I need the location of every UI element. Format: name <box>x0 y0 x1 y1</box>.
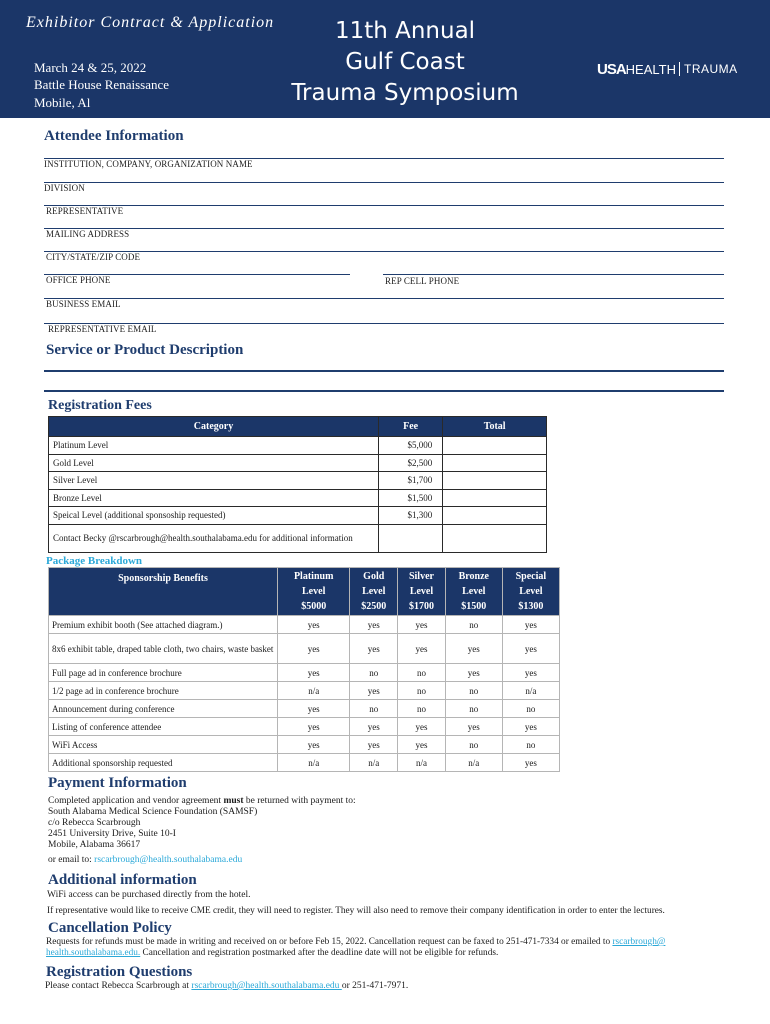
package-value: yes <box>445 718 502 736</box>
fee-category: Bronze Level <box>49 489 379 507</box>
attendee-heading: Attendee Information <box>44 128 184 144</box>
col-sponsorship-benefits: Sponsorship Benefits <box>49 568 278 616</box>
event-venue: Battle House Renaissance <box>34 77 170 92</box>
cancellation-heading: Cancellation Policy <box>48 920 172 936</box>
package-value: yes <box>445 664 502 682</box>
package-value: no <box>502 736 559 754</box>
col-level-l2: Level <box>362 586 386 597</box>
representative-label: REPRESENTATIVE <box>46 206 124 216</box>
service-line-2[interactable] <box>44 390 724 392</box>
package-value: yes <box>398 718 446 736</box>
col-total: Total <box>443 417 547 437</box>
col-level-l2: Level <box>519 586 543 597</box>
fee-total-cell[interactable] <box>443 489 547 507</box>
package-row <box>49 664 560 682</box>
package-value: n/a <box>502 682 559 700</box>
cancellation-email-link-a[interactable]: rscarbrough@ <box>612 937 666 947</box>
package-value: yes <box>350 718 398 736</box>
col-level-l1: Special <box>515 571 547 582</box>
package-value: yes <box>502 718 559 736</box>
package-value: yes <box>278 700 350 718</box>
fee-amount <box>378 524 442 552</box>
payment-block <box>48 796 648 866</box>
payment-heading: Payment Information <box>48 775 187 791</box>
logo-usa-mark: USA <box>597 60 626 78</box>
fee-row <box>49 507 547 525</box>
fees-heading: Registration Fees <box>48 398 152 413</box>
event-dates: March 24 & 25, 2022 <box>34 60 147 75</box>
payment-email-pre: or email to: <box>48 855 95 865</box>
package-row <box>49 754 560 772</box>
package-value: yes <box>502 754 559 772</box>
title-line-2: Gulf Coast <box>345 49 465 75</box>
rep-cell-label: REP CELL PHONE <box>385 276 460 286</box>
fee-amount: $1,300 <box>378 507 442 525</box>
package-value: yes <box>350 634 398 664</box>
fee-row <box>49 454 547 472</box>
fee-amount: $1,700 <box>378 472 442 490</box>
col-fee: Fee <box>378 417 442 437</box>
payment-line-1-post: be returned with payment to: <box>243 796 356 806</box>
package-value: no <box>445 736 502 754</box>
service-heading: Service or Product Description <box>46 342 244 358</box>
package-value: yes <box>398 736 446 754</box>
col-level <box>398 568 446 616</box>
package-benefit: Premium exhibit booth (See attached diagram.) <box>49 616 278 634</box>
questions-email-link[interactable]: rscarbrough@health.southalabama.edu <box>191 981 342 991</box>
questions-heading: Registration Questions <box>46 964 193 980</box>
package-value: yes <box>278 736 350 754</box>
questions-post: or 251-471-7971. <box>341 981 409 991</box>
usa-health-logo <box>597 58 738 80</box>
rep-cell-line[interactable] <box>383 274 724 275</box>
fee-amount: $2,500 <box>378 454 442 472</box>
col-level <box>278 568 350 616</box>
col-level <box>350 568 398 616</box>
fee-category: Platinum Level <box>49 437 379 455</box>
fee-amount: $5,000 <box>378 437 442 455</box>
fees-header-row <box>49 417 547 437</box>
package-header-row <box>49 568 560 616</box>
package-heading: Package Breakdown <box>46 555 143 567</box>
package-value: no <box>350 700 398 718</box>
payment-must: must <box>223 796 244 806</box>
contract-title: Exhibitor Contract & Application <box>26 14 275 31</box>
col-level-l3: $1300 <box>518 601 544 612</box>
questions-pre: Please contact Rebecca Scarbrough at <box>45 981 192 991</box>
col-level <box>445 568 502 616</box>
package-value: n/a <box>278 682 350 700</box>
fee-row <box>49 437 547 455</box>
package-row <box>49 616 560 634</box>
fee-category: Silver Level <box>49 472 379 490</box>
city-state-zip-label: CITY/STATE/ZIP CODE <box>46 252 141 262</box>
package-value: no <box>398 664 446 682</box>
package-value: yes <box>350 736 398 754</box>
additional-heading: Additional information <box>48 872 197 888</box>
payment-email-line <box>48 855 648 866</box>
package-value: yes <box>278 664 350 682</box>
business-email-line[interactable] <box>44 298 724 299</box>
fee-row <box>49 489 547 507</box>
fees-table <box>48 416 547 553</box>
col-category: Category <box>49 417 379 437</box>
office-phone-label: OFFICE PHONE <box>46 275 111 285</box>
division-label: DIVISION <box>44 183 85 193</box>
package-value: no <box>398 700 446 718</box>
package-row <box>49 682 560 700</box>
col-level-l2: Level <box>302 586 326 597</box>
package-value: yes <box>445 634 502 664</box>
package-value: yes <box>278 718 350 736</box>
fee-total-cell[interactable] <box>443 437 547 455</box>
package-benefit: Listing of conference attendee <box>49 718 278 736</box>
package-benefit: Additional sponsorship requested <box>49 754 278 772</box>
package-row <box>49 736 560 754</box>
package-value: n/a <box>398 754 446 772</box>
package-row <box>49 634 560 664</box>
mailing-label: MAILING ADDRESS <box>46 229 130 239</box>
package-value: yes <box>398 634 446 664</box>
package-value: yes <box>502 664 559 682</box>
package-value: yes <box>502 616 559 634</box>
col-level-l3: $1500 <box>461 601 487 612</box>
representative-line[interactable] <box>44 205 724 206</box>
package-value: no <box>350 664 398 682</box>
division-line[interactable] <box>44 182 724 183</box>
package-value: yes <box>350 682 398 700</box>
col-level-l1: Gold <box>363 571 385 582</box>
fee-row <box>49 524 547 552</box>
package-value: yes <box>398 616 446 634</box>
col-level <box>502 568 559 616</box>
title-line-1: 11th Annual <box>334 18 476 44</box>
package-row <box>49 700 560 718</box>
package-benefit: 1/2 page ad in conference brochure <box>49 682 278 700</box>
fee-total-cell[interactable] <box>443 454 547 472</box>
package-value: yes <box>502 634 559 664</box>
package-row <box>49 718 560 736</box>
package-benefit: Announcement during conference <box>49 700 278 718</box>
col-level-l1: Silver <box>408 571 434 582</box>
questions-text <box>45 981 408 992</box>
payment-line-3: c/o Rebecca Scarbrough <box>48 818 141 828</box>
col-level-l3: $2500 <box>361 601 387 612</box>
payment-line-1-pre: Completed application and vendor agreement <box>48 796 224 806</box>
package-value: n/a <box>445 754 502 772</box>
fee-total-cell[interactable] <box>443 507 547 525</box>
package-value: no <box>445 700 502 718</box>
payment-email-link[interactable]: rscarbrough@health.southalabama.edu <box>94 855 243 865</box>
logo-divider <box>679 62 680 76</box>
business-email-label: BUSINESS EMAIL <box>46 299 121 309</box>
package-value: yes <box>278 634 350 664</box>
fee-total-cell[interactable] <box>443 524 547 552</box>
payment-line-5: Mobile, Alabama 36617 <box>48 840 141 850</box>
package-value: n/a <box>278 754 350 772</box>
cancellation-text <box>46 937 746 959</box>
col-level-l1: Platinum <box>293 571 334 582</box>
mailing-line[interactable] <box>44 228 724 229</box>
city-state-zip-line[interactable] <box>44 251 724 252</box>
fee-category: Contact Becky @rscarbrough@health.southalabama.edu for additional information <box>49 524 379 552</box>
package-value: yes <box>350 616 398 634</box>
title-line-3: Trauma Symposium <box>291 80 519 106</box>
service-line-1[interactable] <box>44 370 724 372</box>
package-value: no <box>445 616 502 634</box>
package-value: no <box>445 682 502 700</box>
additional-line-1: WiFi access can be purchased directly from the hotel. <box>47 890 251 900</box>
fee-amount: $1,500 <box>378 489 442 507</box>
package-benefit: 8x6 exhibit table, draped table cloth, two chairs, waste basket <box>49 634 278 664</box>
rep-email-label: REPRESENTATIVE EMAIL <box>48 324 157 334</box>
col-level-l3: $5000 <box>301 601 327 612</box>
institution-label: INSTITUTION, COMPANY, ORGANIZATION NAME <box>44 159 253 169</box>
payment-line-4: 2451 University Drive, Suite 10-I <box>48 829 176 839</box>
symposium-title <box>270 16 540 109</box>
col-level-l1: Bronze <box>458 571 489 582</box>
fee-category: Speical Level (additional sponsoship requested) <box>49 507 379 525</box>
fee-category: Gold Level <box>49 454 379 472</box>
col-level-l2: Level <box>409 586 434 597</box>
col-level-l3: $1700 <box>408 601 434 612</box>
fee-total-cell[interactable] <box>443 472 547 490</box>
cancellation-post: Cancellation and registration postmarked after the deadline date will not be eligible for refunds. <box>140 948 499 958</box>
package-value: no <box>502 700 559 718</box>
package-benefit: WiFi Access <box>49 736 278 754</box>
fee-row <box>49 472 547 490</box>
package-value: yes <box>278 616 350 634</box>
package-value: no <box>398 682 446 700</box>
cancellation-pre: Requests for refunds must be made in writing and received on or before Feb 15, 2022. Cancellation request can be faxed to 251-471-7334 or emailed to <box>46 937 613 947</box>
package-table <box>48 567 560 772</box>
event-city: Mobile, Al <box>34 95 91 110</box>
logo-trauma-text: TRAUMA <box>684 62 738 76</box>
col-level-l2: Level <box>462 586 486 597</box>
logo-health-text: HEALTH <box>625 61 676 77</box>
cancellation-email-link-b[interactable]: health.southalabama.edu. <box>46 948 141 958</box>
payment-line-2: South Alabama Medical Science Foundation (SAMSF) <box>48 807 258 817</box>
additional-line-2: If representative would like to receive CME credit, they will need to register. They will also need to remove their company identification in order to enter the lectures. <box>47 906 665 916</box>
package-value: n/a <box>350 754 398 772</box>
payment-line-1 <box>48 796 648 807</box>
package-benefit: Full page ad in conference brochure <box>49 664 278 682</box>
